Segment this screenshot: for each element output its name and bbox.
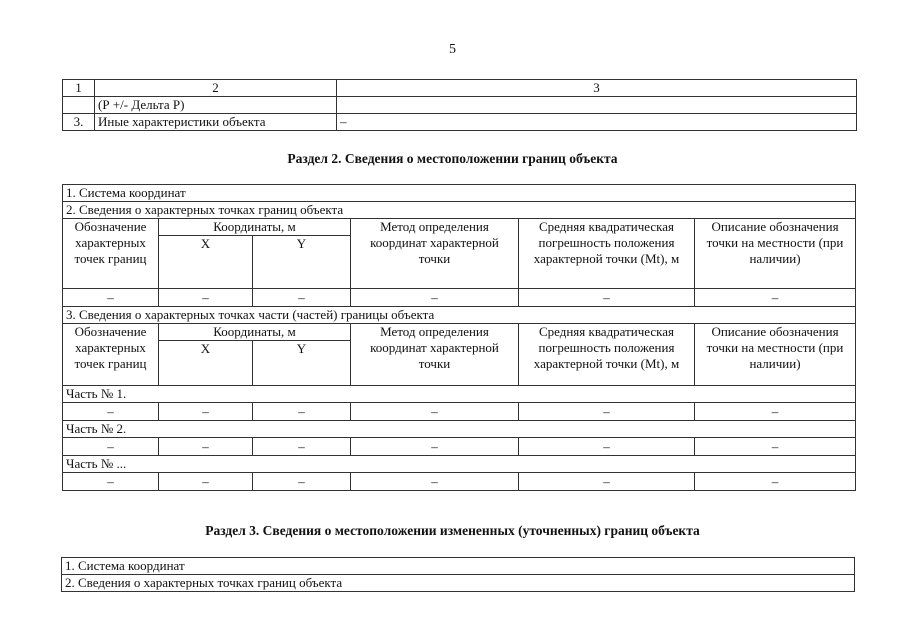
row-number	[63, 97, 95, 114]
dash-cell: –	[253, 438, 351, 456]
dash-cell: –	[159, 438, 253, 456]
dash-cell: –	[63, 289, 159, 307]
section-3-heading: Раздел 3. Сведения о местоположении измененных (уточненных) границ объекта	[205, 523, 700, 538]
dash-cell: –	[351, 473, 519, 491]
dash-cell: –	[519, 473, 695, 491]
dash-cell: –	[159, 473, 253, 491]
coord-system-row: 1. Система координат	[62, 558, 855, 575]
row-name: (Р +/- Дельта Р)	[95, 97, 337, 114]
method-header: Метод определения координат характерной точки	[351, 324, 519, 386]
page-number: 5	[449, 42, 456, 57]
error-header: Средняя квадратическая погрешность положения характерной точки (Mt), м	[519, 219, 695, 289]
dash-cell: –	[519, 438, 695, 456]
x-header: X	[159, 341, 253, 386]
dash-cell: –	[63, 473, 159, 491]
dash-cell: –	[695, 438, 856, 456]
x-header: X	[159, 236, 253, 289]
row-value	[337, 97, 857, 114]
part-label: Часть № ...	[63, 456, 856, 473]
dash-cell: –	[351, 438, 519, 456]
top-table	[62, 79, 857, 131]
dash-cell: –	[63, 438, 159, 456]
designation-header: Обозначение характерных точек границ	[63, 219, 159, 289]
dash-cell: –	[253, 289, 351, 307]
coord-system-row: 1. Система координат	[63, 185, 856, 202]
section-2-heading: Раздел 2. Сведения о местоположении границ объекта	[287, 151, 618, 166]
section-2-table	[62, 184, 856, 491]
row-value: –	[337, 114, 857, 131]
dash-cell: –	[159, 403, 253, 421]
dash-cell: –	[253, 403, 351, 421]
dash-cell: –	[253, 473, 351, 491]
coordinates-header: Координаты, м	[159, 219, 351, 236]
header-cell-3: 3	[337, 80, 857, 97]
error-header: Средняя квадратическая погрешность положения характерной точки (Mt), м	[519, 324, 695, 386]
part-label: Часть № 1.	[63, 386, 856, 403]
dash-cell: –	[351, 403, 519, 421]
header-cell-1: 1	[63, 80, 95, 97]
dash-cell: –	[519, 403, 695, 421]
dash-cell: –	[351, 289, 519, 307]
dash-cell: –	[695, 403, 856, 421]
header-cell-2: 2	[95, 80, 337, 97]
coordinates-header: Координаты, м	[159, 324, 351, 341]
dash-cell: –	[159, 289, 253, 307]
y-header: Y	[253, 341, 351, 386]
section-3-table	[61, 557, 855, 592]
dash-cell: –	[695, 473, 856, 491]
y-header: Y	[253, 236, 351, 289]
part-label: Часть № 2.	[63, 421, 856, 438]
dash-cell: –	[63, 403, 159, 421]
row-name: Иные характеристики объекта	[95, 114, 337, 131]
points-info-row: 2. Сведения о характерных точках границ объекта	[62, 575, 855, 592]
designation-header: Обозначение характерных точек границ	[63, 324, 159, 386]
row-number: 3.	[63, 114, 95, 131]
parts-info-row: 3. Сведения о характерных точках части (частей) границы объекта	[63, 307, 856, 324]
dash-cell: –	[519, 289, 695, 307]
description-header: Описание обозначения точки на местности (при наличии)	[695, 219, 856, 289]
points-info-row: 2. Сведения о характерных точках границ объекта	[63, 202, 856, 219]
description-header: Описание обозначения точки на местности (при наличии)	[695, 324, 856, 386]
dash-cell: –	[695, 289, 856, 307]
method-header: Метод определения координат характерной точки	[351, 219, 519, 289]
